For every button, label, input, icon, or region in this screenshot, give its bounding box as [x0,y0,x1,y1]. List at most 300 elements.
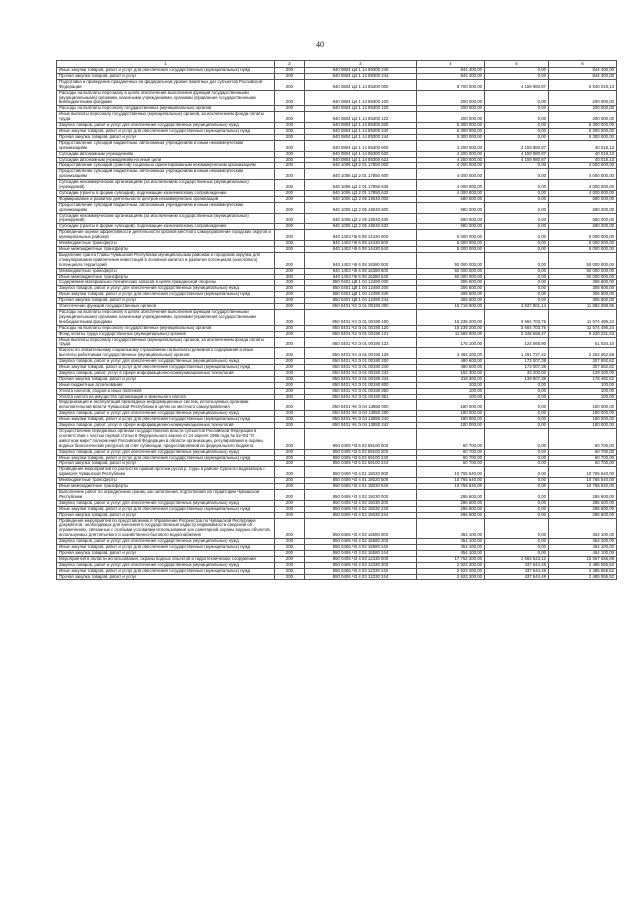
row-name-cell: Фонд оплаты труда государственных (муниципальных) органов [57,331,275,337]
row-remaining-amount-cell: 4 000 000,00 [549,169,617,180]
row-budget-code-cell: 850 0406 Ч3 4 03 12330 000 [305,556,417,562]
row-approved-amount-cell: 50 000 000,00 [417,268,485,274]
row-budget-code-cell: 850 0401 Ц8 1 04 12490 000 [305,280,417,286]
table-row [57,518,617,539]
row-budget-code-cell: 850 0406 Ч3 4 02 16580 244 [305,550,417,556]
row-approved-amount-cell: 10 765 540,00 [417,467,485,478]
row-executed-amount-cell: 0,00 [485,128,549,134]
row-approved-amount-cell: 4 200 000,00 [417,140,485,151]
row-remaining-amount-cell: 844 400,00 [549,73,617,79]
row-code-cell: 200 [275,500,305,506]
row-remaining-amount-cell: 286 600,00 [549,506,617,512]
row-name-cell: Прочая закупка товаров, работ и услуг [57,550,275,556]
row-remaining-amount-cell: 11 574 496,24 [549,309,617,325]
row-code-cell: 200 [275,112,305,123]
row-approved-amount-cell: 454 100,00 [417,518,485,539]
row-remaining-amount-cell: 307 592,62 [549,365,617,371]
row-executed-amount-cell: 0,00 [485,539,549,545]
row-approved-amount-cell: 3 494 200,00 [417,348,485,359]
row-budget-code-cell: 850 0401 Ч3 Э 01 00190 240 [305,365,417,371]
row-approved-amount-cell: 5 300 000,00 [417,128,485,134]
row-remaining-amount-cell: 680 000,00 [549,202,617,213]
row-remaining-amount-cell: 50 000 000,00 [549,252,617,268]
row-budget-code-cell: 840 0804 Ц4 1 14 59300 244 [305,73,417,79]
row-executed-amount-cell: 0,00 [485,518,549,539]
row-code-cell: 200 [275,545,305,551]
table-row [57,429,617,450]
row-approved-amount-cell: 4 000 000,00 [417,169,485,180]
row-remaining-amount-cell: 50 000 000,00 [549,274,617,280]
row-executed-amount-cell: 3 837 801,14 [485,304,549,310]
row-approved-amount-cell: 180 000,00 [417,417,485,423]
row-approved-amount-cell: 180 000,00 [417,400,485,411]
row-executed-amount-cell: 0,00 [485,73,549,79]
row-approved-amount-cell: 15 239 200,00 [417,309,485,325]
row-approved-amount-cell: 306 600,00 [417,280,485,286]
table-row [57,180,617,191]
row-name-cell: Иные межбюджетные трансферты [57,274,275,280]
row-name-cell: Уплата налога на имущество организаций и земельного налога [57,394,275,400]
row-name-cell: Закупка товаров, работ и услуг для обеспечения государственных (муниципальных) нужд [57,449,275,455]
row-name-cell: Субсидии (гранты в форме субсидий), подлежащие казначейскому сопровождению [57,224,275,230]
row-code-cell: 200 [275,180,305,191]
row-remaining-amount-cell: 5 300 000,00 [549,134,617,140]
row-remaining-amount-cell: 5 300 000,00 [549,123,617,129]
row-code-cell: 200 [275,562,305,568]
row-code-cell: 200 [275,196,305,202]
row-approved-amount-cell: 680 000,00 [417,196,485,202]
row-executed-amount-cell: 0,00 [485,230,549,241]
row-code-cell: 200 [275,429,305,450]
row-name-cell: Обеспечение функций государственных органов [57,304,275,310]
row-approved-amount-cell: 5 000 000,00 [417,241,485,247]
table-row [57,467,617,478]
row-remaining-amount-cell: 200 000,00 [549,90,617,106]
row-approved-amount-cell: 318 300,00 [417,376,485,382]
row-remaining-amount-cell: 40 019,13 [549,140,617,151]
row-approved-amount-cell: 5 300 000,00 [417,134,485,140]
row-remaining-amount-cell: 178 492,62 [549,376,617,382]
row-remaining-amount-cell: 5 300 000,00 [549,128,617,134]
row-budget-code-cell: 850 0406 Ч3 4 01 18020 000 [305,467,417,478]
row-executed-amount-cell: 124 065,90 [485,337,549,348]
table-row [57,489,617,500]
row-remaining-amount-cell: 306 600,00 [549,292,617,298]
table-row [57,337,617,348]
row-budget-code-cell: 850 0406 Ч3 4 03 12330 240 [305,568,417,574]
row-name-cell: Проведение мероприятий по расчистке правой протоки русла р. Суры в районе Сурского водозабора г. Шумерля Чувашской Республики [57,467,275,478]
table-row [57,400,617,411]
row-approved-amount-cell: 9 700 000,00 [417,79,485,90]
row-name-cell: Закупка товаров, работ, услуг в сфере информационно-коммуникационных технологий [57,370,275,376]
row-approved-amount-cell: 844 400,00 [417,73,485,79]
row-executed-amount-cell: 0,00 [485,512,549,518]
row-code-cell: 200 [275,298,305,304]
row-remaining-amount-cell: 200 000,00 [549,106,617,112]
row-budget-code-cell: 850 0401 Ч3 Э 01 00190 000 [305,304,417,310]
row-code-cell: 200 [275,568,305,574]
row-name-cell: Иные бюджетные ассигнования [57,382,275,388]
row-executed-amount-cell: 3 664 703,76 [485,325,549,331]
row-remaining-amount-cell: 680 000,00 [549,196,617,202]
row-code-cell: 200 [275,157,305,163]
row-executed-amount-cell: 0,00 [485,180,549,191]
row-code-cell: 200 [275,134,305,140]
row-remaining-amount-cell: 454 100,00 [549,518,617,539]
row-remaining-amount-cell: 100,00 [549,394,617,400]
row-approved-amount-cell: 5 000 000,00 [417,247,485,253]
row-code-cell: 200 [275,550,305,556]
row-approved-amount-cell: 680 000,00 [417,224,485,230]
row-executed-amount-cell: 0,00 [485,274,549,280]
row-name-cell: Иные выплаты персоналу государственных (муниципальных) органов, за исключением фонда оплаты труда [57,337,275,348]
row-budget-code-cell: 840 1403 Ч5 6 08 16380 500 [305,268,417,274]
row-name-cell: Закупка товаров, работ и услуг для обеспечения государственных (муниципальных) нужд [57,286,275,292]
row-code-cell: 200 [275,68,305,74]
row-executed-amount-cell: 0,00 [485,224,549,230]
row-remaining-amount-cell: 60 700,00 [549,455,617,461]
row-name-cell: Прочая закупка товаров, работ и услуг [57,134,275,140]
table-row [57,112,617,123]
table-row [57,325,617,331]
row-budget-code-cell: 850 0401 Ч3 Э 01 00190 122 [305,337,417,348]
row-code-cell: 200 [275,169,305,180]
row-remaining-amount-cell: 200 000,00 [549,112,617,123]
row-budget-code-cell: 850 0401 Ч3 Э 01 00190 120 [305,325,417,331]
row-budget-code-cell: 850 0401 Ч3 Э 01 00190 100 [305,309,417,325]
row-executed-amount-cell: 0,00 [485,90,549,106]
table-row [57,556,617,562]
row-budget-code-cell: 840 0804 Ц4 1 14 85300 122 [305,112,417,123]
row-budget-code-cell: 850 0406 Ч3 4 03 12330 200 [305,562,417,568]
row-budget-code-cell: 840 1006 Ц3 2 05 19040 630 [305,213,417,224]
row-remaining-amount-cell: 680 000,00 [549,213,617,224]
row-name-cell: Субсидии некоммерческим организациям (за исключением государственных (муниципальных) учреждений) [57,180,275,191]
row-name-cell: Закупка товаров, работ и услуг для обеспечения государственных (муниципальных) нужд [57,411,275,417]
row-executed-amount-cell: 0,00 [485,202,549,213]
row-name-cell: Иные закупки товаров, работ и услуг для обеспечения государственных (муниципальных) нужд [57,68,275,74]
row-executed-amount-cell: 0,00 [485,545,549,551]
row-approved-amount-cell: 306 600,00 [417,286,485,292]
table-row [57,309,617,325]
row-name-cell: Предоставление субсидий бюджетным, автономным учреждениям и иным некоммерческим организациям [57,140,275,151]
row-executed-amount-cell: 4 159 980,87 [485,79,549,90]
row-remaining-amount-cell: 129 100,00 [549,370,617,376]
row-name-cell: Расходы на выплаты персоналу государственных (муниципальных) органов [57,106,275,112]
row-code-cell: 200 [275,252,305,268]
row-budget-code-cell: 850 0406 Ч3 4 02 15030 240 [305,506,417,512]
row-budget-code-cell: 850 0406 Ч3 4 02 16580 000 [305,518,417,539]
table-row [57,252,617,268]
row-executed-amount-cell: 0,00 [485,286,549,292]
row-code-cell: 200 [275,365,305,371]
table-row [57,140,617,151]
row-approved-amount-cell: 60 700,00 [417,449,485,455]
row-budget-code-cell: 840 0804 Ц4 1 14 85300 244 [305,134,417,140]
row-budget-code-cell: 850 0401 Ч6 Э 04 13850 242 [305,423,417,429]
row-name-cell: Закупка товаров, работ и услуг для обеспечения государственных (муниципальных) нужд [57,500,275,506]
table-body [57,68,617,580]
row-executed-amount-cell: 0,00 [485,423,549,429]
row-executed-amount-cell: 0,00 [485,400,549,411]
row-approved-amount-cell: 454 100,00 [417,550,485,556]
row-executed-amount-cell: 0,00 [485,190,549,196]
row-code-cell: 200 [275,423,305,429]
row-code-cell: 200 [275,370,305,376]
row-executed-amount-cell: 0,00 [485,489,549,500]
row-remaining-amount-cell: 2 485 555,52 [549,574,617,580]
row-approved-amount-cell: 60 700,00 [417,461,485,467]
row-budget-code-cell: 850 0401 Ч3 Э 01 00190 121 [305,331,417,337]
row-remaining-amount-cell: 180 000,00 [549,417,617,423]
row-code-cell: 200 [275,106,305,112]
row-remaining-amount-cell: 454 100,00 [549,550,617,556]
row-budget-code-cell: 840 0804 Ц4 1 14 59300 240 [305,68,417,74]
row-executed-amount-cell: 0,00 [485,461,549,467]
row-budget-code-cell: 850 0405 Ч3 5 02 59100 240 [305,455,417,461]
row-code-cell: 200 [275,467,305,478]
row-executed-amount-cell: 0,00 [485,68,549,74]
column-header-2: 2 [275,61,305,68]
table-row [57,213,617,224]
table-row [57,79,617,90]
row-executed-amount-cell: 0,00 [485,429,549,450]
row-budget-code-cell: 840 1006 Ц3 2 01 17850 000 [305,163,417,169]
row-remaining-amount-cell: 286 600,00 [549,512,617,518]
row-code-cell: 200 [275,489,305,500]
row-name-cell: Иные закупки товаров, работ и услуг для обеспечения государственных (муниципальных) нужд [57,545,275,551]
row-approved-amount-cell: 5 300 000,00 [417,123,485,129]
row-executed-amount-cell: 1 291 737,42 [485,348,549,359]
row-approved-amount-cell: 680 000,00 [417,202,485,213]
row-name-cell: Модернизация и эксплуатация прикладных информационных систем, используемых органами исполнительной власти Чувашской Республики в целях их местного самоуправления [57,400,275,411]
row-budget-code-cell: 850 0401 Ч3 Э 01 00190 242 [305,370,417,376]
row-remaining-amount-cell: 306 600,00 [549,298,617,304]
row-remaining-amount-cell: 100,00 [549,382,617,388]
row-budget-code-cell: 840 0804 Ц4 1 14 85300 000 [305,79,417,90]
row-executed-amount-cell: 0,00 [485,196,549,202]
row-approved-amount-cell: 480 600,00 [417,365,485,371]
row-code-cell: 200 [275,79,305,90]
row-approved-amount-cell: 844 400,00 [417,68,485,74]
row-approved-amount-cell: 17 752 200,00 [417,556,485,562]
row-budget-code-cell: 850 0406 Ч3 4 01 18020 540 [305,484,417,490]
row-name-cell: Уплата налогов, сборов и иных платежей [57,388,275,394]
row-approved-amount-cell: 4 200 000,00 [417,151,485,157]
row-name-cell: Предоставление субсидий бюджетным, автономным учреждениям и иным некоммерческим организациям [57,169,275,180]
row-remaining-amount-cell: 60 700,00 [549,429,617,450]
row-executed-amount-cell: 0,00 [485,247,549,253]
table-row [57,365,617,371]
row-name-cell: Содержание материально-технических запасов в целях гражданской обороны [57,280,275,286]
row-approved-amount-cell: 50 000 000,00 [417,252,485,268]
row-approved-amount-cell: 454 100,00 [417,539,485,545]
row-name-cell: Иные межбюджетные трансферты [57,247,275,253]
table-row [57,348,617,359]
row-code-cell: 200 [275,506,305,512]
row-code-cell: 200 [275,224,305,230]
row-executed-amount-cell: 0,00 [485,134,549,140]
table-row [57,562,617,568]
row-executed-amount-cell: 0,00 [485,268,549,274]
row-executed-amount-cell: 0,00 [485,550,549,556]
table-row [57,359,617,365]
row-approved-amount-cell: 60 700,00 [417,429,485,450]
row-code-cell: 200 [275,304,305,310]
column-header-5: 5 [485,61,549,68]
budget-execution-table [56,60,617,580]
row-budget-code-cell: 850 0401 Ч3 Э 01 00190 851 [305,394,417,400]
row-executed-amount-cell: 4 159 980,87 [485,157,549,163]
row-name-cell: Иные закупки товаров, работ и услуг для обеспечения государственных (муниципальных) нужд [57,568,275,574]
row-remaining-amount-cell: 40 019,13 [549,157,617,163]
row-executed-amount-cell: 0,00 [485,280,549,286]
row-remaining-amount-cell: 180 000,00 [549,411,617,417]
row-executed-amount-cell: 0,00 [485,292,549,298]
row-code-cell: 200 [275,417,305,423]
column-header-6: 6 [549,61,617,68]
row-executed-amount-cell: 0,00 [485,411,549,417]
row-budget-code-cell: 840 0804 Ц4 1 14 85300 240 [305,128,417,134]
column-header-4: 4 [417,61,485,68]
row-name-cell: Формирование и развитие деятельности центров некоммерческих организаций [57,196,275,202]
row-budget-code-cell: 850 0401 Ч3 Э 01 00190 850 [305,388,417,394]
row-remaining-amount-cell: 50 000 000,00 [549,268,617,274]
row-budget-code-cell: 840 1006 Ц3 2 01 17850 630 [305,180,417,191]
row-remaining-amount-cell: 306 600,00 [549,280,617,286]
row-executed-amount-cell: 139 807,38 [485,376,549,382]
row-remaining-amount-cell: 10 765 540,00 [549,467,617,478]
row-code-cell: 200 [275,286,305,292]
row-approved-amount-cell: 306 600,00 [417,298,485,304]
row-code-cell: 200 [275,574,305,580]
row-budget-code-cell: 840 1006 Ц3 2 05 19040 600 [305,202,417,213]
row-code-cell: 200 [275,331,305,337]
row-budget-code-cell: 850 0401 Ц8 1 04 12490 200 [305,286,417,292]
table-row [57,90,617,106]
row-name-cell: Иные закупки товаров, работ и услуг для обеспечения государственных (муниципальных) нужд [57,417,275,423]
page-number: 40 [316,40,324,49]
row-code-cell: 200 [275,241,305,247]
row-executed-amount-cell: 33 200,00 [485,370,549,376]
row-approved-amount-cell: 10 765 540,00 [417,478,485,484]
row-name-cell: Расходы на выплаты персоналу в целях обеспечения выполнения функций государственными (муниципальными) органами, казенными учреждениями, органами управления государственными внебюджетными фондами [57,309,275,325]
row-approved-amount-cell: 454 100,00 [417,545,485,551]
row-budget-code-cell: 850 0401 Ч6 Э 04 13850 240 [305,417,417,423]
row-executed-amount-cell: 0,00 [485,394,549,400]
row-executed-amount-cell: 0,00 [485,500,549,506]
row-approved-amount-cell: 286 600,00 [417,500,485,506]
row-budget-code-cell: 840 1403 Ч5 6 08 14430 540 [305,247,417,253]
column-number-row [57,61,617,68]
row-budget-code-cell: 840 1403 Ч5 6 08 16380 000 [305,252,417,268]
row-name-cell: Субсидии автономным учреждениям [57,151,275,157]
row-executed-amount-cell: 0,00 [485,112,549,123]
row-executed-amount-cell: 173 007,38 [485,359,549,365]
row-budget-code-cell: 840 1403 Ч5 6 08 14430 000 [305,230,417,241]
row-name-cell: Прочая закупка товаров, работ и услуг [57,461,275,467]
row-code-cell: 200 [275,512,305,518]
row-name-cell: Мероприятия в области использования, охраны водных объектов и гидротехнических сооружений [57,556,275,562]
row-remaining-amount-cell: 5 000 000,00 [549,247,617,253]
row-approved-amount-cell: 200 000,00 [417,112,485,123]
row-approved-amount-cell: 200 000,00 [417,106,485,112]
row-code-cell: 200 [275,400,305,411]
row-executed-amount-cell: 0,00 [485,252,549,268]
row-code-cell: 200 [275,202,305,213]
row-approved-amount-cell: 286 600,00 [417,512,485,518]
row-executed-amount-cell: 0,00 [485,388,549,394]
row-approved-amount-cell: 2 923 200,00 [417,574,485,580]
row-budget-code-cell: 840 1403 Ч5 6 08 16380 540 [305,274,417,280]
row-code-cell: 200 [275,449,305,455]
row-remaining-amount-cell: 4 000 000,00 [549,190,617,196]
row-executed-amount-cell: 0,00 [485,241,549,247]
table-row [57,157,617,163]
row-executed-amount-cell: 0,00 [485,382,549,388]
row-budget-code-cell: 840 1006 Ц3 2 05 19040 632 [305,224,417,230]
row-remaining-amount-cell: 9 220 231,53 [549,331,617,337]
row-executed-amount-cell: 0,00 [485,106,549,112]
row-budget-code-cell: 850 0401 Ч6 Э 04 13850 200 [305,411,417,417]
row-code-cell: 200 [275,247,305,253]
row-approved-amount-cell: 180 000,00 [417,411,485,417]
row-remaining-amount-cell: 844 400,00 [549,68,617,74]
row-approved-amount-cell: 306 600,00 [417,292,485,298]
row-remaining-amount-cell: 5 540 019,13 [549,79,617,90]
row-name-cell: Прочая закупка товаров, работ и услуг [57,574,275,580]
row-remaining-amount-cell: 5 000 000,00 [549,241,617,247]
table-row [57,202,617,213]
row-executed-amount-cell: 173 007,38 [485,365,549,371]
row-name-cell: Расходы на выплаты персоналу в целях обеспечения выполнения функций государственными (муниципальными) органами, казенными учреждениями, органами управления государственными внебюджетными фондами [57,90,275,106]
table-row [57,169,617,180]
row-approved-amount-cell: 2 923 200,00 [417,568,485,574]
row-name-cell: Межбюджетные трансферты [57,268,275,274]
row-executed-amount-cell: 0,00 [485,484,549,490]
row-code-cell: 200 [275,123,305,129]
row-name-cell: Закупка товаров, работ, услуг в сфере информационно-коммуникационных технологий [57,423,275,429]
row-executed-amount-cell: 0,00 [485,449,549,455]
row-executed-amount-cell: 3 664 703,76 [485,309,549,325]
row-code-cell: 200 [275,73,305,79]
row-code-cell: 200 [275,325,305,331]
row-name-cell: Иные закупки товаров, работ и услуг для обеспечения государственных (муниципальных) нужд [57,365,275,371]
column-header-1: 1 [57,61,275,68]
row-name-cell: Межбюджетные трансферты [57,241,275,247]
row-budget-code-cell: 850 0406 Ч3 4 02 16580 200 [305,539,417,545]
row-approved-amount-cell: 4 000 000,00 [417,163,485,169]
budget-table-container [56,60,616,580]
row-code-cell: 200 [275,292,305,298]
row-budget-code-cell: 840 0804 Ц4 1 14 85300 100 [305,90,417,106]
row-name-cell: Закупка товаров, работ и услуг для обеспечения государственных (муниципальных) нужд [57,562,275,568]
row-name-cell: Прочая закупка товаров, работ и услуг [57,512,275,518]
row-approved-amount-cell: 100,00 [417,394,485,400]
row-budget-code-cell: 840 1403 Ч5 6 08 14430 500 [305,241,417,247]
row-remaining-amount-cell: 100,00 [549,388,617,394]
row-remaining-amount-cell: 11 574 496,24 [549,325,617,331]
row-name-cell: Иные межбюджетные трансферты [57,484,275,490]
row-name-cell: Закупка товаров, работ и услуг для обеспечения государственных (муниципальных) нужд [57,539,275,545]
row-remaining-amount-cell: 4 000 000,00 [549,163,617,169]
table-row [57,331,617,337]
table-row [57,304,617,310]
row-executed-amount-cell: 0,00 [485,163,549,169]
row-name-cell: Выполнение работ по определению границ зон затопления, подтопления на территории Чувашской Республики [57,489,275,500]
row-name-cell: Субсидии (гранты в форме субсидий), подлежащие казначейскому сопровождению [57,190,275,196]
row-budget-code-cell: 850 0401 Ч3 Э 01 00190 800 [305,382,417,388]
